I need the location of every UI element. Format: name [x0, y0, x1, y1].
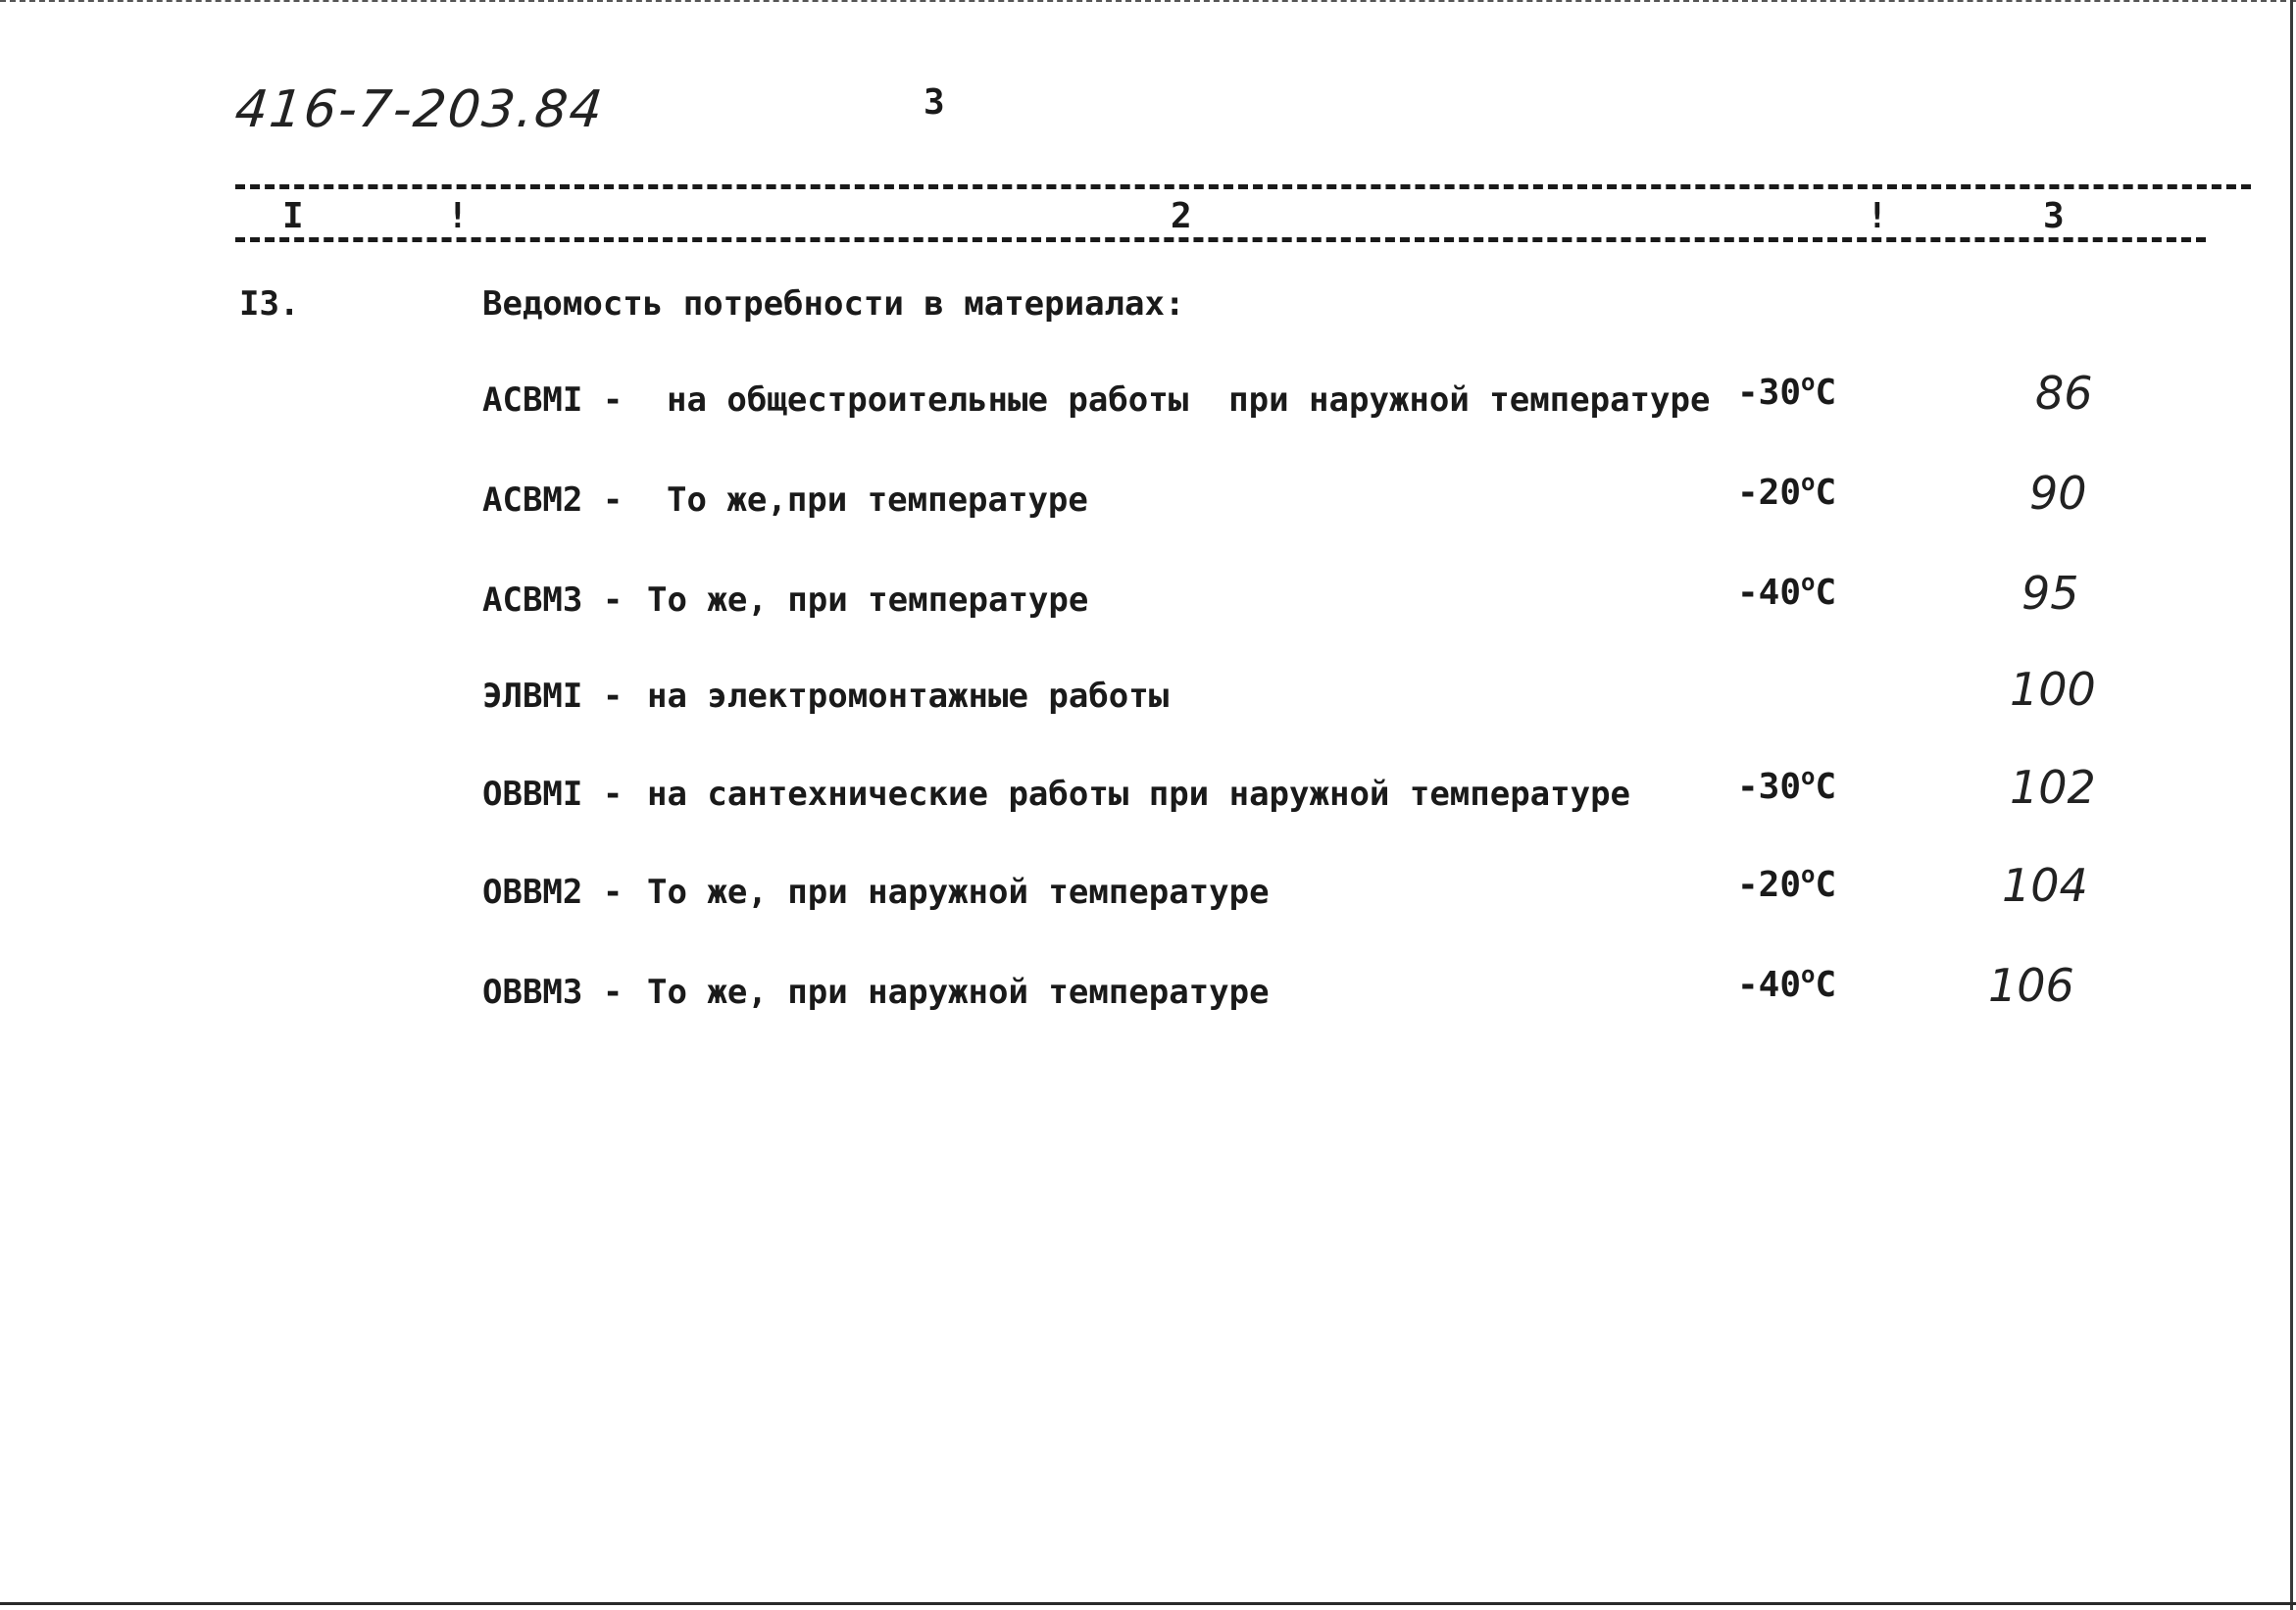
table-header-bottom-rule — [235, 237, 2206, 242]
item-code: ОВВМ2 - — [482, 873, 624, 912]
item-temperature: -40$^o$C — [1737, 961, 1837, 1005]
document-number: 416-7-203.84 — [231, 80, 607, 139]
item-value: 106 — [1988, 959, 2074, 1012]
item-description: на сантехнические работы при наружной температуре — [647, 775, 1631, 814]
item-temperature: -20$^o$C — [1737, 861, 1837, 905]
item-temperature: -20$^o$C — [1737, 469, 1837, 513]
list-item — [0, 761, 2296, 833]
item-value: 86 — [2035, 367, 2093, 420]
item-code: ЭЛВМI - — [482, 677, 624, 716]
list-item — [0, 959, 2296, 1031]
item-description: на общестроительные работы при наружной температуре — [667, 380, 1711, 420]
column-separator-2: ! — [1863, 196, 1892, 236]
item-description: То же, при температуре — [647, 580, 1089, 620]
list-item — [0, 859, 2296, 931]
item-description: на электромонтажные работы — [647, 677, 1170, 716]
scan-top-edge — [0, 0, 2296, 4]
list-item — [0, 467, 2296, 539]
list-item — [0, 663, 2296, 735]
item-value: 104 — [2002, 859, 2088, 912]
page-number: 3 — [923, 82, 945, 123]
item-value: 100 — [2010, 663, 2096, 716]
list-item — [0, 567, 2296, 639]
table-header-top-rule — [235, 184, 2251, 189]
column-2-label: 2 — [1167, 196, 1196, 236]
list-item — [0, 367, 2296, 439]
item-temperature: -40$^o$C — [1737, 569, 1837, 613]
item-temperature: -30$^o$C — [1737, 369, 1837, 413]
item-value: 90 — [2029, 467, 2087, 520]
column-separator-1: ! — [443, 196, 473, 236]
item-code: ОВВМI - — [482, 775, 624, 814]
item-value: 102 — [2010, 761, 2096, 814]
scan-bottom-edge — [0, 1602, 2296, 1605]
item-code: АСВМI - — [482, 380, 624, 420]
item-description: То же,при температуре — [667, 480, 1088, 520]
column-1-label: I — [278, 196, 308, 236]
item-description: То же, при наружной температуре — [647, 973, 1270, 1012]
section-title: Ведомость потребности в материалах: — [482, 284, 1185, 324]
item-temperature: -30$^o$C — [1737, 763, 1837, 807]
item-code: АСВМ2 - — [482, 480, 624, 520]
item-value: 95 — [2021, 567, 2079, 620]
item-code: АСВМ3 - — [482, 580, 624, 620]
column-3-label: 3 — [2039, 196, 2069, 236]
section-number: I3. — [239, 284, 300, 324]
item-code: ОВВМ3 - — [482, 973, 624, 1012]
item-description: То же, при наружной температуре — [647, 873, 1270, 912]
